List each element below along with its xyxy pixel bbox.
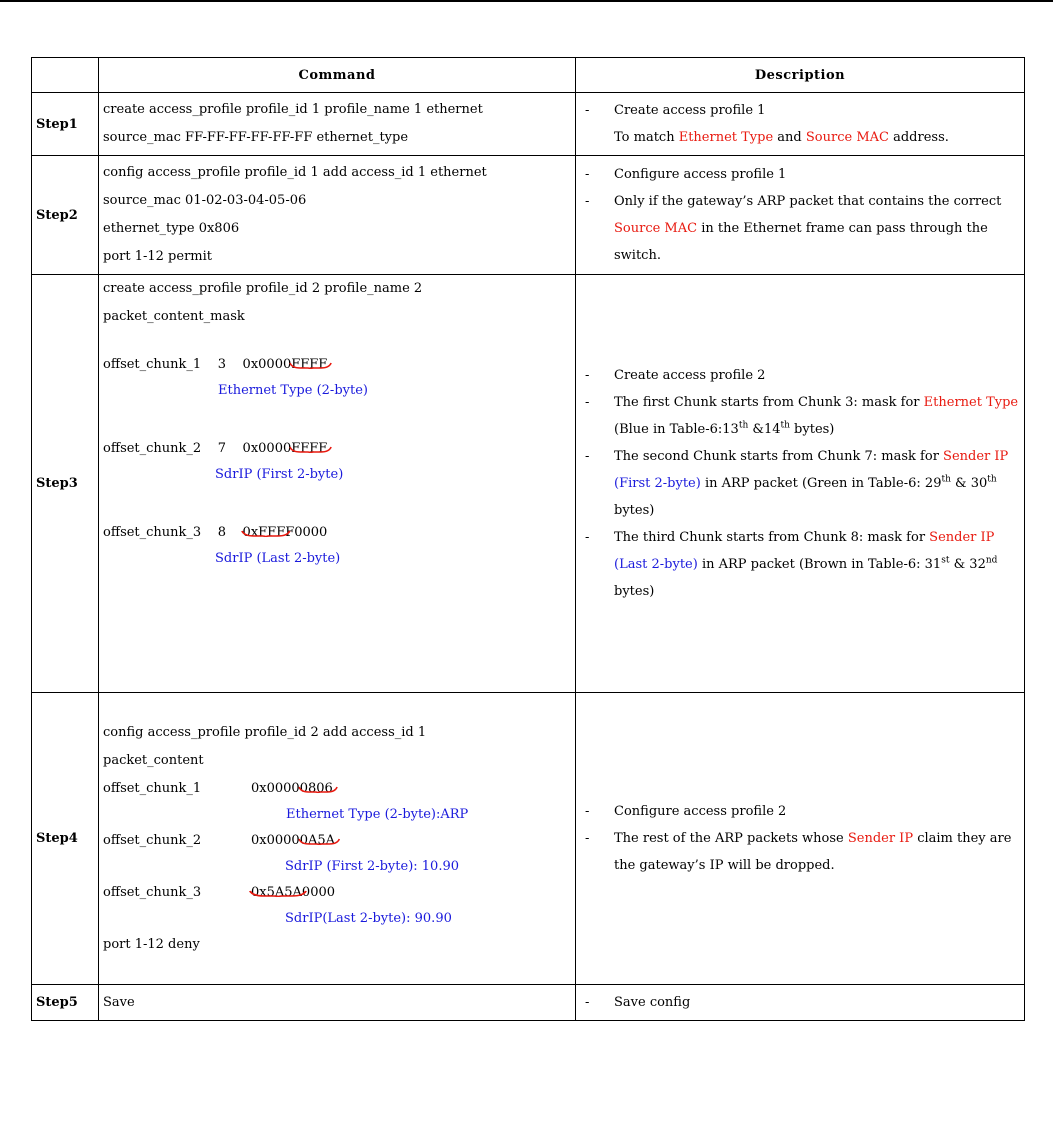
header-description: Description <box>576 58 1025 93</box>
desc-bullet: - The rest of the ARP packets whose Sender IP claim they are the gateway’s IP will be dropped. <box>576 825 1024 879</box>
step4-description <box>576 693 1025 985</box>
step3-description <box>576 275 1025 693</box>
chunk-note: SdrIP (First 2-byte): 10.90 <box>285 858 459 874</box>
chunk-line: offset_chunk_3 8 0xFFF F0000 <box>103 525 328 540</box>
step5-row <box>32 985 1025 1021</box>
command-line: source_mac 01-02-03-04-05-06 <box>103 193 307 208</box>
command-line: port 1-12 deny <box>103 936 200 952</box>
step2-row <box>32 156 1025 275</box>
chunk-note: Ethernet Type (2-byte) <box>218 383 368 398</box>
desc-bullet: - Configure access profile 1 <box>576 161 1024 188</box>
highlighted-bytes: 0x5A5A <box>251 885 302 900</box>
highlighted-bytes: 0806 <box>300 781 333 796</box>
command-line: create access_profile profile_id 1 profile_name 1 ethernet <box>103 102 483 117</box>
command-line: packet_content_mask <box>103 309 245 324</box>
desc-bullet: - The second Chunk starts from Chunk 7: mask for Sender IP (First 2-byte) in ARP packet (Green in Table-6: 29th & 30th bytes) <box>576 443 1024 524</box>
step4-row <box>32 693 1025 985</box>
chunk-line: offset_chunk_1 3 0x0000FFFF <box>103 351 575 379</box>
desc-bullet: - Create access profile 1 <box>576 97 1024 124</box>
command-line: source_mac FF-FF-FF-FF-FF-FF ethernet_type <box>103 130 409 145</box>
brace-mark <box>299 839 339 845</box>
command-line: Save <box>103 994 135 1010</box>
chunk-line: offset_chunk_3 0x5A5A 0000 <box>103 884 336 900</box>
top-rule <box>0 0 1053 2</box>
command-line: config access_profile profile_id 1 add access_id 1 ethernet <box>103 165 487 180</box>
step3-row <box>32 275 1025 693</box>
desc-bullet: - Only if the gateway’s ARP packet that contains the correct Source MAC in the Ethernet frame can pass through the switch. <box>576 188 1024 269</box>
brace-mark <box>250 891 306 897</box>
command-line: config access_profile profile_id 2 add access_id 1 <box>103 724 427 740</box>
desc-bullet: - Save config <box>576 989 1024 1016</box>
command-line: ethernet_type 0x806 <box>103 221 240 236</box>
brace-mark <box>290 447 331 453</box>
brace-mark <box>242 531 290 537</box>
step-label: Step2 <box>32 156 99 275</box>
highlighted-bytes: FFFF <box>291 441 327 456</box>
chunk-note: SdrIP (First 2-byte) <box>215 467 344 482</box>
chunk-note: Ethernet Type (2-byte):ARP <box>286 806 469 822</box>
desc-bullet: - The first Chunk starts from Chunk 3: mask for Ethernet Type (Blue in Table-6:13th &14th bytes) <box>576 389 1024 443</box>
chunk-line: offset_chunk_2 7 0x0000FFFF <box>103 435 575 463</box>
chunk-note: SdrIP (Last 2-byte) <box>215 551 341 566</box>
chunk-line: offset_chunk_2 0x00000A5A <box>103 827 575 855</box>
header-row <box>32 58 1025 93</box>
step-label: Step1 <box>32 93 99 156</box>
step-label: Step3 <box>32 275 99 693</box>
acl-steps-table <box>31 57 1025 1021</box>
step-label: Step5 <box>32 985 99 1021</box>
command-line: port 1-12 permit <box>103 249 212 264</box>
highlighted-bytes: 0A5A <box>300 833 335 848</box>
step1-command <box>99 93 576 156</box>
desc-bullet: - Create access profile 2 <box>576 362 1024 389</box>
chunk-note: SdrIP(Last 2-byte): 90.90 <box>285 910 452 926</box>
brace-mark <box>299 787 337 793</box>
brace-mark <box>290 363 331 369</box>
step1-description <box>576 93 1025 156</box>
step-label: Step4 <box>32 693 99 985</box>
step5-description <box>576 985 1025 1021</box>
step3-command <box>99 275 576 693</box>
highlighted-bytes: FFFF <box>291 357 327 372</box>
highlighted-bytes: 0xFFF <box>243 525 286 540</box>
step1-row <box>32 93 1025 156</box>
step4-command <box>99 693 576 985</box>
chunk-line: offset_chunk_1 0x00000806 <box>103 775 575 803</box>
header-command: Command <box>99 58 576 93</box>
desc-continuation: To match Ethernet Type and Source MAC address. <box>614 130 949 145</box>
command-line: create access_profile profile_id 2 profile_name 2 <box>103 281 423 296</box>
step5-command <box>99 985 576 1021</box>
desc-bullet: - The third Chunk starts from Chunk 8: mask for Sender IP (Last 2-byte) in ARP packet (Brown in Table-6: 31st & 32nd bytes) <box>576 524 1024 605</box>
step2-description <box>576 156 1025 275</box>
command-line: packet_content <box>103 752 204 768</box>
step2-command <box>99 156 576 275</box>
desc-bullet: - Configure access profile 2 <box>576 798 1024 825</box>
header-blank <box>32 58 99 93</box>
